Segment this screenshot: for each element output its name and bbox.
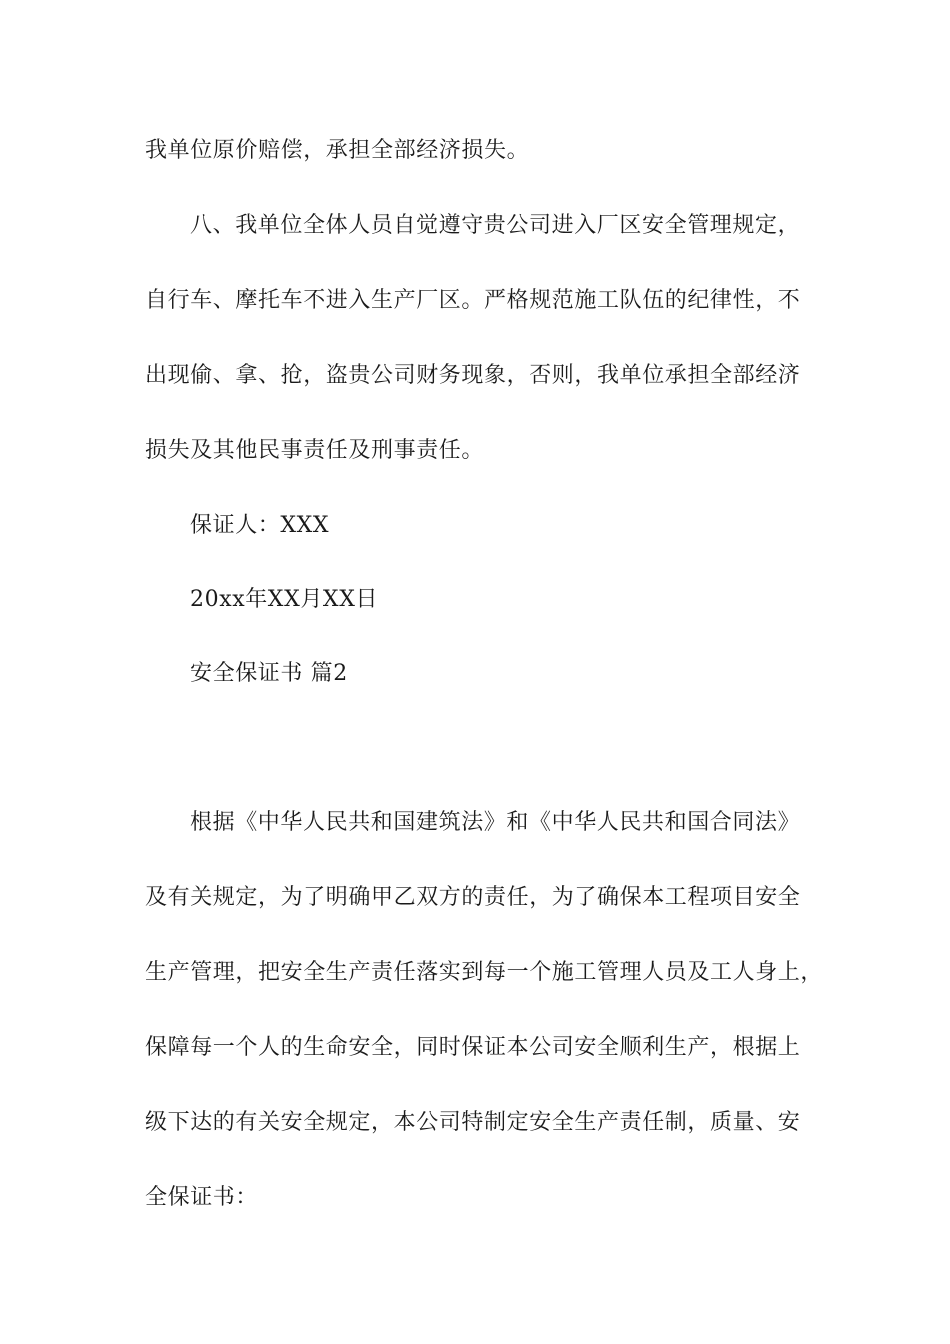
paragraph-line: 级下达的有关安全规定，本公司特制定安全生产责任制，质量、安 [145, 1110, 801, 1135]
paragraph-line: 保障每一个人的生命安全，同时保证本公司安全顺利生产，根据上 [145, 1035, 801, 1060]
paragraph-line: 我单位原价赔偿，承担全部经济损失。 [145, 138, 530, 163]
paragraph-line: 全保证书： [145, 1185, 259, 1210]
section-title: 安全保证书 篇2 [190, 661, 348, 686]
paragraph-line: 及有关规定，为了明确甲乙双方的责任，为了确保本工程项目安全 [145, 885, 801, 910]
paragraph-line: 自行车、摩托车不进入生产厂区。严格规范施工队伍的纪律性，不 [145, 288, 801, 313]
paragraph-line: 八、我单位全体人员自觉遵守贵公司进入厂区安全管理规定， [190, 213, 801, 238]
guarantor-line: 保证人：XXX [190, 513, 330, 538]
paragraph-line: 根据《中华人民共和国建筑法》和《中华人民共和国合同法》 [190, 810, 801, 835]
paragraph-line: 出现偷、拿、抢，盗贵公司财务现象，否则，我单位承担全部经济 [145, 363, 801, 388]
paragraph-line: 生产管理，把安全生产责任落实到每一个施工管理人员及工人身上， [145, 960, 824, 985]
date-line: 20xx年XX月XX日 [190, 587, 379, 612]
paragraph-line: 损失及其他民事责任及刑事责任。 [145, 438, 485, 463]
